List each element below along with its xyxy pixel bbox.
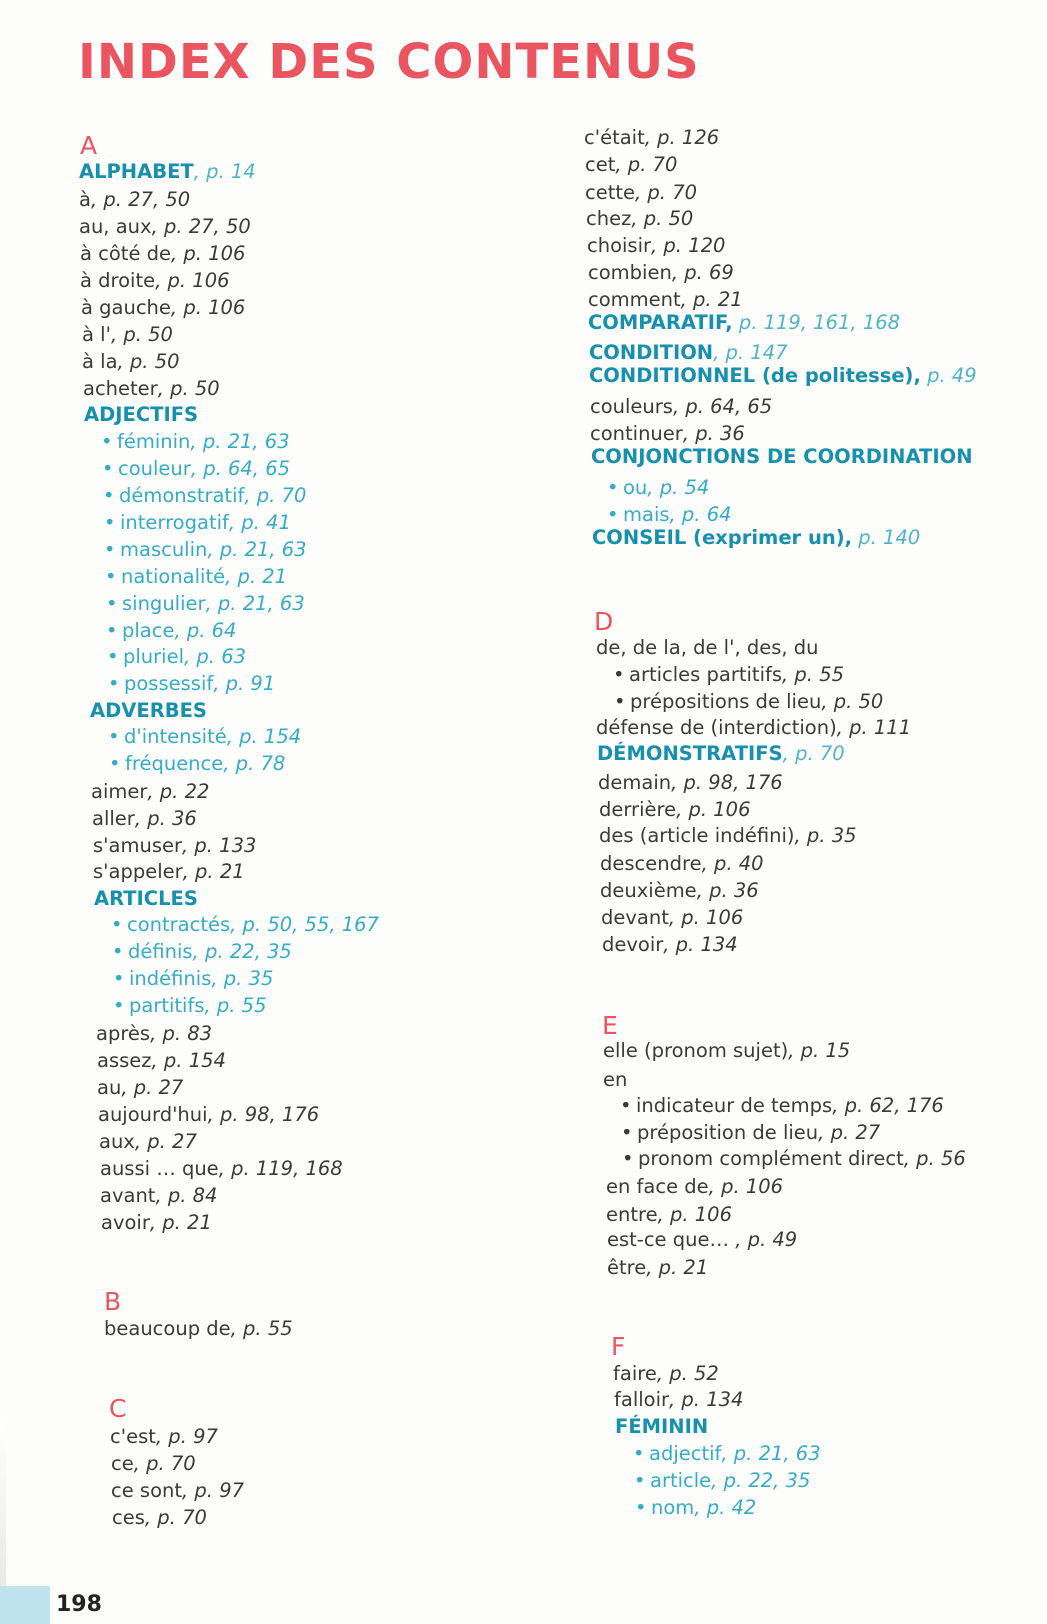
page-reference: , p. 70 xyxy=(244,484,307,507)
page-reference: , p. 21 xyxy=(646,1256,709,1279)
page-reference: , p. 50 xyxy=(631,207,694,230)
bullet-icon: • xyxy=(109,752,121,775)
page-reference: , p. 21, 63 xyxy=(205,592,305,615)
index-term: ALPHABET xyxy=(79,160,194,183)
index-entry xyxy=(584,126,719,150)
index-entry xyxy=(111,913,379,937)
index-term: ADVERBES xyxy=(90,699,207,722)
bullet-icon: • xyxy=(104,511,116,534)
index-entry xyxy=(80,269,230,293)
index-entry xyxy=(81,296,245,320)
index-term: devoir xyxy=(602,933,664,956)
index-term: assez xyxy=(97,1049,152,1072)
index-entry xyxy=(110,1425,218,1449)
page-reference: , p. 134 xyxy=(669,1388,744,1411)
page-reference: , p. 154 xyxy=(226,725,302,748)
page-reference: , p. 55 xyxy=(782,663,845,686)
page-reference: , p. 106 xyxy=(155,269,230,292)
bullet-icon: • xyxy=(633,1442,645,1465)
index-term: à la xyxy=(82,350,118,373)
bullet-icon: • xyxy=(622,1147,634,1170)
index-entry xyxy=(600,879,759,903)
index-entry xyxy=(91,780,209,804)
index-entry xyxy=(79,215,251,239)
page-number-strip xyxy=(0,1586,50,1624)
index-term: acheter xyxy=(83,377,158,400)
index-entry xyxy=(99,1130,197,1154)
bullet-icon: • xyxy=(607,476,619,499)
index-term: au, aux xyxy=(79,215,152,238)
index-entry xyxy=(100,1157,343,1181)
index-entry xyxy=(82,323,173,347)
index-term: combien xyxy=(588,261,672,284)
index-entry xyxy=(79,188,190,212)
index-entry xyxy=(601,906,743,930)
page-reference: , p. 50 xyxy=(117,350,180,373)
page-reference: , p. 133 xyxy=(182,834,257,857)
index-term: d'intensité xyxy=(124,725,227,748)
index-entry xyxy=(590,422,745,446)
index-term: en xyxy=(603,1068,628,1091)
index-term: ce sont xyxy=(111,1479,183,1502)
index-entry xyxy=(607,1228,797,1252)
index-entry xyxy=(598,771,783,795)
index-entry xyxy=(588,288,743,312)
index-entry xyxy=(585,181,697,205)
index-entry xyxy=(607,476,709,500)
letter-heading: C xyxy=(109,1394,127,1423)
index-term: aussi … que xyxy=(100,1157,219,1180)
index-term: démonstratif xyxy=(119,484,245,507)
page-reference: , p. 78 xyxy=(223,752,286,775)
index-entry xyxy=(92,807,197,831)
index-term: ADJECTIFS xyxy=(84,403,199,426)
index-entry xyxy=(606,1175,783,1199)
index-term: falloir xyxy=(614,1388,670,1411)
index-term: CONJONCTIONS DE COORDINATION xyxy=(591,445,973,468)
page-reference: , p. 64 xyxy=(174,619,237,642)
bullet-icon: • xyxy=(613,663,625,686)
index-entry xyxy=(82,350,180,374)
index-term: en face de xyxy=(606,1175,709,1198)
bullet-icon: • xyxy=(101,430,113,453)
page-reference: , p. 97 xyxy=(182,1479,245,1502)
index-term: à côté de xyxy=(80,242,172,265)
index-term: aujourd'hui xyxy=(98,1103,208,1126)
index-term: indicateur de temps xyxy=(636,1094,833,1117)
page-reference: , p. 22 xyxy=(147,780,210,803)
page-reference: , p. 54 xyxy=(647,476,710,499)
index-entry xyxy=(620,1094,944,1118)
page-edge xyxy=(0,1420,6,1590)
index-term: partitifs xyxy=(129,994,205,1017)
index-term: CONDITION xyxy=(589,341,714,364)
index-term: chez xyxy=(586,207,632,230)
index-term: de, de la, de l', des, du xyxy=(596,636,819,659)
page-reference: , p. 106 xyxy=(657,1203,732,1226)
page-reference: , p. 97 xyxy=(155,1425,218,1448)
index-entry xyxy=(607,1256,708,1280)
page-reference: , p. 27 xyxy=(818,1121,881,1144)
index-entry xyxy=(103,484,306,508)
page-reference: , p. 70 xyxy=(782,742,845,765)
page-reference: , p. 106 xyxy=(676,798,751,821)
bullet-icon: • xyxy=(111,913,123,936)
index-entry xyxy=(111,1479,244,1503)
index-entry xyxy=(111,1452,196,1476)
index-term: à droite xyxy=(80,269,156,292)
index-entry xyxy=(587,234,725,258)
letter-heading: B xyxy=(104,1287,122,1316)
index-term: être xyxy=(607,1256,647,1279)
bullet-icon: • xyxy=(105,565,117,588)
index-term: s'appeler xyxy=(93,860,183,883)
index-entry xyxy=(113,967,273,991)
page-reference: , p. 15 xyxy=(788,1039,851,1062)
page-reference: , p. 134 xyxy=(663,933,738,956)
page-reference: , p. 27, 50 xyxy=(151,215,251,238)
index-entry xyxy=(635,1496,756,1520)
page-reference: p. 49 xyxy=(920,364,977,387)
index-term: continuer xyxy=(590,422,683,445)
index-term: ou xyxy=(623,476,648,499)
page-reference: , p. 70 xyxy=(144,1506,207,1529)
page-reference: , p. 84 xyxy=(155,1184,218,1207)
page-reference: , p. 22, 35 xyxy=(192,940,292,963)
page-reference: , p. 21 xyxy=(149,1211,212,1234)
bullet-icon: • xyxy=(607,503,619,526)
index-entry xyxy=(112,940,292,964)
index-entry xyxy=(108,672,275,696)
bullet-icon: • xyxy=(104,538,116,561)
page-reference: , p. 119, 168 xyxy=(218,1157,343,1180)
index-term: définis xyxy=(128,940,193,963)
index-term: cet xyxy=(585,153,616,176)
index-entry xyxy=(600,852,764,876)
index-term: singulier xyxy=(122,592,206,615)
index-term: adjectif xyxy=(649,1442,722,1465)
index-entry xyxy=(588,261,734,285)
page-title: INDEX DES CONTENUS xyxy=(78,34,700,90)
page-reference: p. 119, 161, 168 xyxy=(732,311,901,334)
page-reference: , p. 106 xyxy=(708,1175,784,1198)
page-reference: , p. 41 xyxy=(228,511,291,534)
page-reference: , p. 154 xyxy=(151,1049,226,1072)
page-reference: , p. 22, 35 xyxy=(711,1469,811,1492)
page-reference: , p. 56 xyxy=(903,1147,966,1170)
index-heading xyxy=(592,526,920,550)
page-reference: , p. 21, 63 xyxy=(190,430,290,453)
index-term: pronom complément direct xyxy=(638,1147,904,1170)
index-term: après xyxy=(96,1022,151,1045)
index-entry xyxy=(104,1317,293,1341)
page-reference: , p. 42 xyxy=(694,1496,757,1519)
index-heading xyxy=(94,887,198,911)
index-entry xyxy=(586,207,693,231)
index-term: à l' xyxy=(82,323,111,346)
page-reference: , p. 21, 63 xyxy=(207,538,307,561)
index-entry xyxy=(106,592,305,616)
index-term: s'amuser xyxy=(93,834,182,857)
page-reference: , p. 52 xyxy=(656,1362,719,1385)
bullet-icon: • xyxy=(106,592,118,615)
index-term: avoir xyxy=(101,1211,150,1234)
index-entry xyxy=(97,1049,226,1073)
index-term: elle (pronom sujet) xyxy=(603,1039,789,1062)
page-reference: , p. 120 xyxy=(651,234,726,257)
page-reference: , p. 98, 176 xyxy=(207,1103,320,1126)
page-reference: , p. 14 xyxy=(193,160,256,183)
page-reference: , p. 27 xyxy=(134,1130,197,1153)
index-term: deuxième xyxy=(600,879,697,902)
page-reference: , p. 50 xyxy=(157,377,220,400)
index-heading xyxy=(589,341,788,365)
bullet-icon: • xyxy=(108,672,120,695)
index-entry xyxy=(101,1211,212,1235)
bullet-icon: • xyxy=(113,967,125,990)
index-entry xyxy=(104,511,291,535)
index-term: comment xyxy=(588,288,681,311)
bullet-icon: • xyxy=(620,1094,632,1117)
index-entry xyxy=(96,1022,212,1046)
page-reference: , p. 49 xyxy=(735,1228,798,1251)
index-term: cette xyxy=(585,181,636,204)
index-entry xyxy=(104,538,307,562)
page-reference: , p. 55 xyxy=(230,1317,293,1340)
bullet-icon: • xyxy=(113,994,125,1017)
bullet-icon: • xyxy=(107,645,119,668)
bullet-icon: • xyxy=(614,690,626,713)
letter-heading: A xyxy=(80,131,98,160)
index-entry xyxy=(98,1103,319,1127)
index-entry xyxy=(622,1147,966,1171)
page-reference: , p. 91 xyxy=(213,672,276,695)
page-reference: , p. 62, 176 xyxy=(832,1094,944,1117)
index-term: CONDITIONNEL (de politesse), xyxy=(589,364,921,387)
index-entry xyxy=(101,430,290,454)
index-entry xyxy=(633,1442,821,1466)
bullet-icon: • xyxy=(103,484,115,507)
bullet-icon: • xyxy=(102,457,114,480)
page-reference: , p. 126 xyxy=(644,126,720,149)
bullet-icon: • xyxy=(634,1469,646,1492)
index-term: préposition de lieu xyxy=(637,1121,819,1144)
page-reference: , p. 36 xyxy=(682,422,745,445)
index-entry xyxy=(621,1121,880,1145)
index-term: des (article indéfini) xyxy=(599,824,795,847)
page-reference: , p. 106 xyxy=(170,296,246,319)
page-reference: , p. 21 xyxy=(680,288,743,311)
index-heading xyxy=(615,1415,708,1439)
index-term: beaucoup de xyxy=(104,1317,231,1340)
index-entry xyxy=(107,645,246,669)
index-term: féminin xyxy=(117,430,191,453)
page-reference: , p. 70 xyxy=(133,1452,196,1475)
page-reference: , p. 70 xyxy=(615,153,678,176)
index-term: couleur xyxy=(118,457,191,480)
index-term: mais xyxy=(623,503,670,526)
page-reference: , p. 64 xyxy=(669,503,732,526)
page-reference: , p. 50 xyxy=(821,690,884,713)
index-term: devant xyxy=(601,906,669,929)
page-reference: p. 140 xyxy=(852,526,921,549)
index-entry xyxy=(613,663,844,687)
index-term: nationalité xyxy=(121,565,226,588)
index-entry xyxy=(108,725,301,749)
index-term: aller xyxy=(92,807,135,830)
index-entry xyxy=(109,752,285,776)
page-reference: , p. 111 xyxy=(836,716,912,739)
page-reference: , p. 64, 65 xyxy=(672,395,773,418)
index-entry xyxy=(83,377,220,401)
index-term: ARTICLES xyxy=(94,887,198,910)
page-reference: , p. 36 xyxy=(696,879,759,902)
index-term: pluriel xyxy=(123,645,185,668)
page-reference: , p. 50, 55, 167 xyxy=(230,913,379,936)
index-term: descendre xyxy=(600,852,702,875)
index-term: c'est xyxy=(110,1425,156,1448)
bullet-icon: • xyxy=(108,725,120,748)
page-reference: , p. 63 xyxy=(184,645,247,668)
index-entry xyxy=(602,933,738,957)
index-term: articles partitifs xyxy=(629,663,783,686)
index-entry xyxy=(590,395,772,419)
page-reference: , p. 40 xyxy=(701,852,764,875)
page-reference: , p. 27, 50 xyxy=(90,188,191,211)
index-entry xyxy=(105,565,287,589)
page-reference: , p. 106 xyxy=(171,242,246,265)
index-term: derrière xyxy=(599,798,677,821)
index-term: couleurs xyxy=(590,395,673,418)
index-term: ces xyxy=(112,1506,145,1529)
index-entry xyxy=(106,619,236,643)
index-entry xyxy=(80,242,245,266)
index-term: CONSEIL (exprimer un), xyxy=(592,526,853,549)
index-term: contractés xyxy=(127,913,231,936)
index-term: prépositions de lieu xyxy=(630,690,822,713)
index-term: DÉMONSTRATIFS xyxy=(597,742,783,765)
index-term: FÉMININ xyxy=(615,1415,709,1438)
index-entry xyxy=(607,503,732,527)
index-term: nom xyxy=(651,1496,695,1519)
index-entry xyxy=(606,1203,732,1227)
index-term: interrogatif xyxy=(120,511,229,534)
index-term: défense de (interdiction) xyxy=(596,716,837,739)
index-entry xyxy=(596,716,911,740)
index-entry xyxy=(634,1469,810,1493)
index-entry xyxy=(599,824,857,848)
index-term: avant xyxy=(100,1184,156,1207)
index-term: indéfinis xyxy=(129,967,212,990)
page-reference: , p. 147 xyxy=(713,341,788,364)
index-heading xyxy=(79,160,256,184)
index-heading xyxy=(597,742,845,766)
letter-heading: F xyxy=(611,1332,626,1361)
page-reference: , p. 21 xyxy=(182,860,245,883)
page-reference: , p. 50 xyxy=(110,323,173,346)
index-term: masculin xyxy=(120,538,208,561)
page-reference: , p. 35 xyxy=(794,824,857,847)
bullet-icon: • xyxy=(112,940,124,963)
index-entry xyxy=(93,834,256,858)
index-heading xyxy=(589,364,977,388)
page-reference: , p. 21, 63 xyxy=(721,1442,821,1465)
page-reference: , p. 64, 65 xyxy=(190,457,291,480)
index-heading xyxy=(84,403,198,427)
index-entry xyxy=(614,1388,743,1412)
page-reference: , p. 69 xyxy=(671,261,734,284)
page-reference: , p. 35 xyxy=(211,967,274,990)
index-term: entre xyxy=(606,1203,658,1226)
index-entry xyxy=(596,636,819,660)
page-number: 198 xyxy=(56,1592,102,1617)
page-reference: , p. 36 xyxy=(134,807,197,830)
index-entry xyxy=(97,1076,183,1100)
index-entry xyxy=(113,994,267,1018)
index-entry xyxy=(603,1039,850,1063)
index-heading xyxy=(90,699,207,723)
index-term: place xyxy=(122,619,175,642)
letter-heading: E xyxy=(602,1011,618,1040)
index-term: à gauche xyxy=(81,296,171,319)
index-entry xyxy=(102,457,290,481)
bullet-icon: • xyxy=(106,619,118,642)
index-term: aux xyxy=(99,1130,135,1153)
index-entry xyxy=(93,860,245,884)
index-entry xyxy=(599,798,750,822)
index-term: COMPARATIF, xyxy=(588,311,733,334)
index-term: demain xyxy=(598,771,672,794)
page-reference: , p. 98, 176 xyxy=(671,771,783,794)
letter-heading: D xyxy=(594,607,614,636)
index-entry xyxy=(112,1506,207,1530)
index-entry xyxy=(613,1362,719,1386)
index-heading xyxy=(591,445,973,469)
index-entry xyxy=(603,1068,627,1092)
index-term: ce xyxy=(111,1452,134,1475)
page-reference: , p. 83 xyxy=(150,1022,213,1045)
page-reference: , p. 70 xyxy=(635,181,698,204)
page-reference: , p. 21 xyxy=(225,565,288,588)
index-term: est-ce que… xyxy=(607,1228,736,1251)
index-term: aimer xyxy=(91,780,148,803)
index-term: possessif xyxy=(124,672,214,695)
index-entry xyxy=(614,690,883,714)
page-reference: , p. 106 xyxy=(668,906,744,929)
index-term: fréquence xyxy=(125,752,224,775)
index-entry xyxy=(100,1184,217,1208)
index-term: c'était xyxy=(584,126,645,149)
index-term: article xyxy=(650,1469,712,1492)
index-term: faire xyxy=(613,1362,657,1385)
bullet-icon: • xyxy=(621,1121,633,1144)
index-term: au xyxy=(97,1076,122,1099)
page-reference: , p. 55 xyxy=(204,994,267,1017)
index-heading xyxy=(588,311,900,335)
index-term: choisir xyxy=(587,234,652,257)
page-reference: , p. 27 xyxy=(121,1076,184,1099)
index-entry xyxy=(585,153,677,177)
bullet-icon: • xyxy=(635,1496,647,1519)
index-term: à xyxy=(79,188,91,211)
